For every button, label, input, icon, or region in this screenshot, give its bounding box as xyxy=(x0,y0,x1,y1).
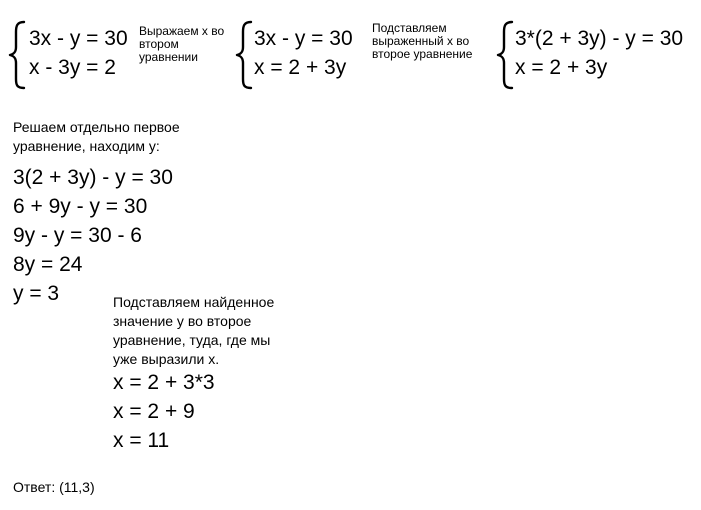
note-express-x xyxy=(139,25,224,64)
system2-equation-2: x = 2 + 3y xyxy=(254,56,347,79)
note-line: Выражаем x во xyxy=(139,24,225,38)
step-line: x = 11 xyxy=(113,429,170,452)
system-brace-3 xyxy=(494,19,516,91)
step-line: 3(2 + 3y) - y = 30 xyxy=(13,166,173,189)
solve-y-intro xyxy=(13,118,180,156)
note-substitute-x xyxy=(372,22,472,61)
note-line: Подставляем xyxy=(372,21,447,35)
step-line: y = 3 xyxy=(13,282,60,305)
step-line: 9y - y = 30 - 6 xyxy=(13,224,142,247)
substitute-y-intro xyxy=(113,293,274,369)
note-line: втором xyxy=(139,37,179,51)
intro-line: уравнение, туда, где мы xyxy=(113,332,271,348)
system1-equation-2: x - 3y = 2 xyxy=(29,56,116,79)
intro-line: Подставляем найденное xyxy=(113,294,275,310)
intro-line: уравнение, находим y: xyxy=(13,138,160,154)
intro-line: уже выразили x. xyxy=(113,351,220,367)
step-line: 6 + 9y - y = 30 xyxy=(13,195,148,218)
note-line: уравнении xyxy=(139,50,198,64)
step-line: x = 2 + 3*3 xyxy=(113,371,215,394)
intro-line: значение y во второе xyxy=(113,313,252,329)
system-brace-1 xyxy=(6,19,28,91)
system3-equation-1: 3*(2 + 3y) - y = 30 xyxy=(515,27,684,50)
solve-x-steps xyxy=(113,368,215,455)
system2-equation-1: 3x - y = 30 xyxy=(254,27,353,50)
solve-y-steps xyxy=(13,163,173,308)
note-line: второе уравнение xyxy=(372,47,473,61)
step-line: 8y = 24 xyxy=(13,253,83,276)
system1-equation-1: 3x - y = 30 xyxy=(29,27,128,50)
intro-line: Решаем отдельно первое xyxy=(13,119,180,135)
answer: Ответ: (11,3) xyxy=(13,479,95,495)
note-line: выраженный x во xyxy=(372,34,470,48)
system-brace-2 xyxy=(233,19,255,91)
system3-equation-2: x = 2 + 3y xyxy=(515,56,608,79)
step-line: x = 2 + 9 xyxy=(113,400,195,423)
